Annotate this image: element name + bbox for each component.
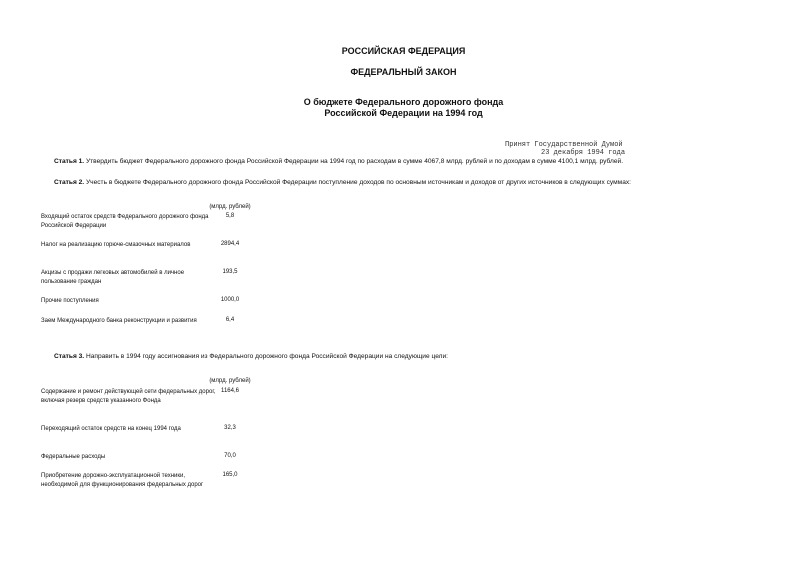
income-row-label: Акцизы с продажи легковых автомобилей в личное пользование граждан (41, 270, 185, 285)
document-title-line-2: Российской Федерации на 1994 год (324, 108, 483, 118)
article-3-label: Статья 3. (54, 353, 85, 360)
article-1-text: Утвердить бюджет Федерального дорожного фонда Российской Федерации на 1994 год по расходам в сумме 4067,8 млрд. рублей и по доходам в сумме 4100,1 млрд. рублей. (85, 158, 624, 165)
income-row-label: Прочие поступления (41, 298, 99, 304)
doc-type-heading: ФЕДЕРАЛЬНЫЙ ЗАКОН (350, 67, 457, 77)
income-row-value: 193,5 (222, 269, 238, 275)
income-row-value: 6,4 (225, 317, 235, 323)
expense-unit: (млрд. рублей) (209, 378, 251, 384)
income-row-value: 5,8 (225, 213, 235, 219)
income-row-value: 1000,0 (220, 297, 240, 303)
adoption-body: Принят Государственной Думой (505, 141, 623, 149)
adoption-date: 23 декабря 1994 года (541, 149, 626, 157)
article-2-label: Статья 2. (54, 179, 85, 186)
expense-row-label: Переходящий остаток средств на конец 1994 года (41, 426, 181, 432)
expense-row-label: Содержание и ремонт действующей сети федеральных дорог, включая резерв средств указанного Фонда (41, 389, 216, 404)
document-title-line-1: О бюджете Федерального дорожного фонда (303, 97, 504, 107)
income-row-label: Входящий остаток средств Федерального дорожного фонда Российской Федерации (41, 214, 209, 229)
income-row-label: Налог на реализацию горюче-смазочных материалов (41, 242, 191, 248)
article-1-label: Статья 1. (54, 158, 85, 165)
article-2-text: Учесть в бюджете Федерального дорожного фонда Российской Федерации поступление доходов по основным источникам и доходов от других источников в следующих суммах: (85, 179, 631, 186)
expense-row-value: 32,3 (224, 425, 236, 431)
expense-row-label: Приобретение дорожно-эксплуатационной техники, необходимой для функционирования федеральных дорог (41, 473, 204, 488)
expense-row-value: 1164,6 (221, 388, 239, 394)
article-3-text: Направить в 1994 году ассигнования из Федерального дорожного фонда Российской Федерации на следующие цели: (85, 353, 449, 360)
article-2 (54, 179, 631, 186)
expense-row-value: 70,0 (224, 453, 236, 459)
expense-row-label: Федеральные расходы (41, 454, 106, 460)
expense-row-value: 165,0 (222, 472, 238, 478)
income-unit: (млрд. рублей) (209, 204, 251, 210)
country-heading: РОССИЙСКАЯ ФЕДЕРАЦИЯ (341, 46, 466, 56)
income-row-label: Заем Международного банка реконструкции и развития (41, 318, 197, 324)
article-3 (54, 353, 448, 360)
income-row-value: 2894,4 (220, 241, 240, 247)
article-1 (54, 158, 623, 165)
